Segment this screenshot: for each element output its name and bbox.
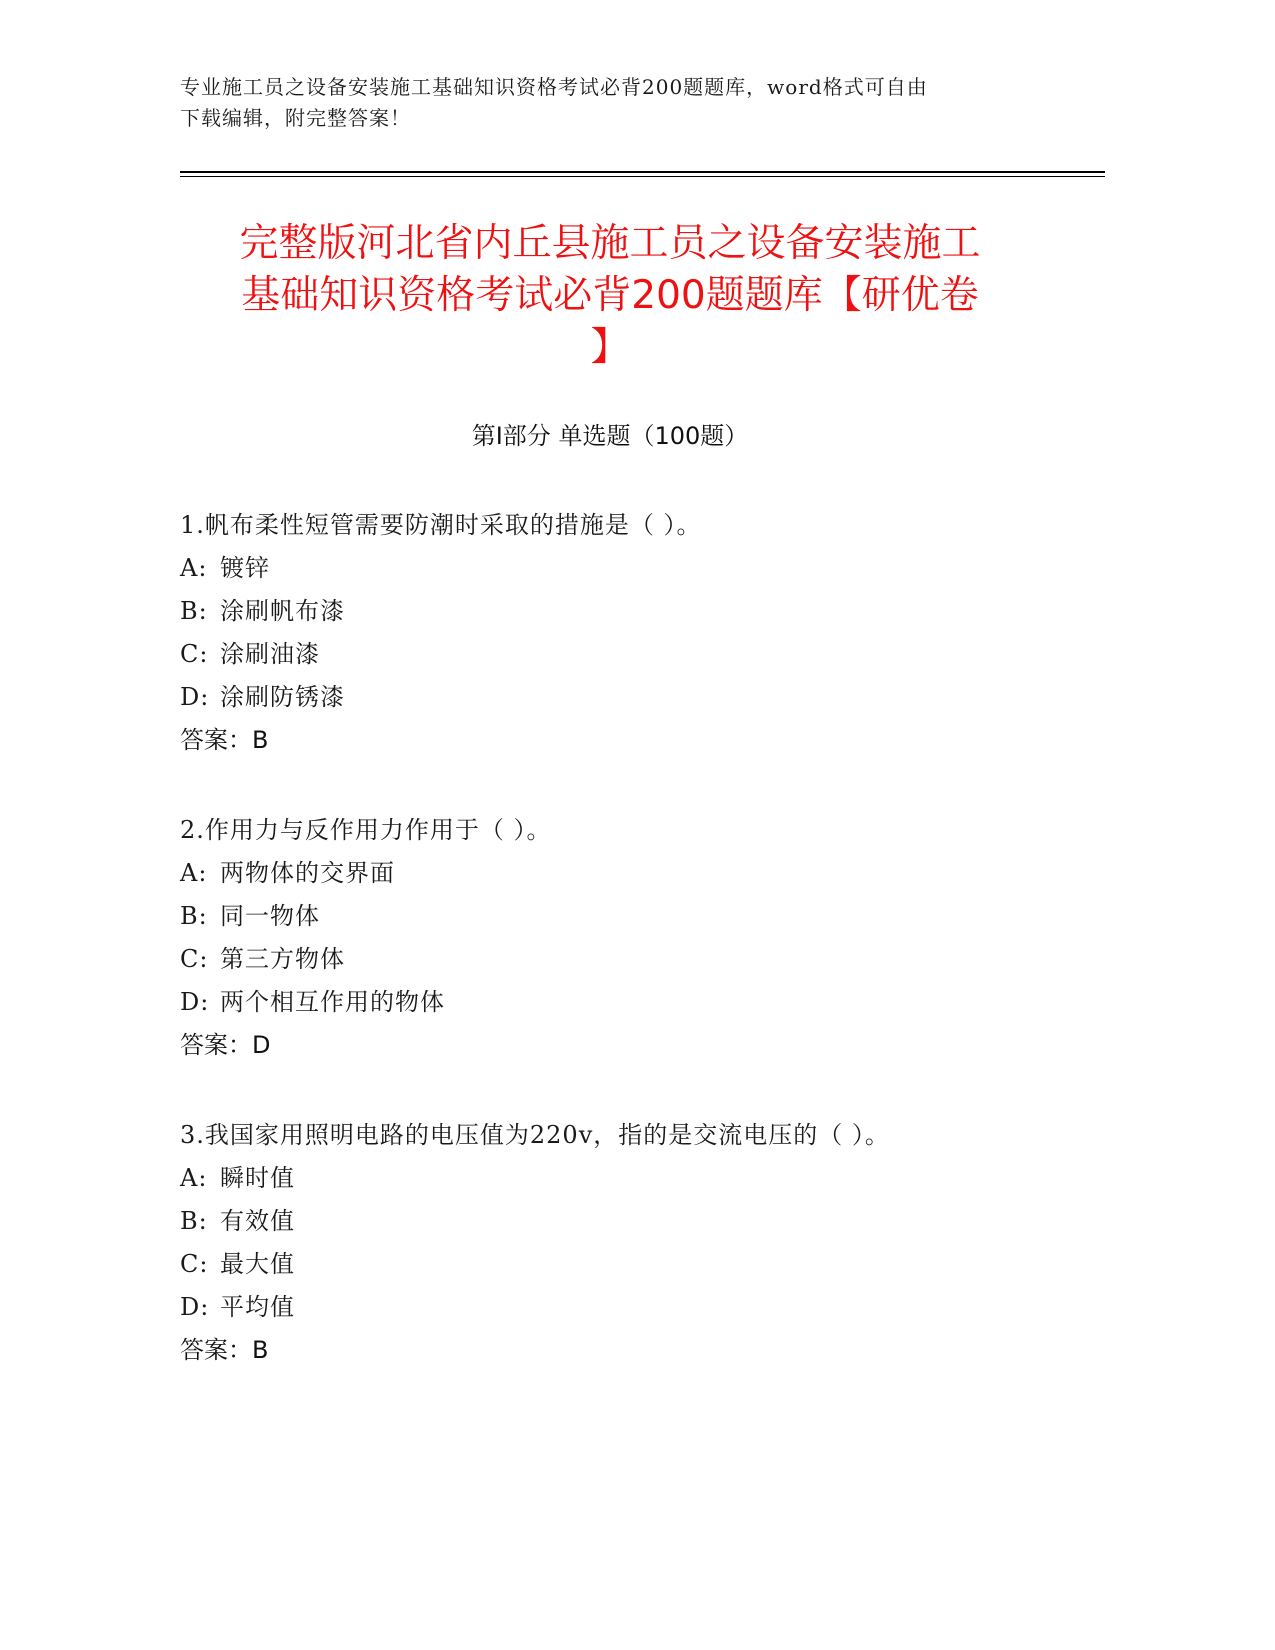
option-letter: A: xyxy=(180,554,208,582)
option-letter: B: xyxy=(180,902,208,930)
header-divider-thin xyxy=(180,176,1105,177)
answer-line: 答案：D xyxy=(180,1031,271,1059)
option-d xyxy=(180,1286,1080,1329)
option-letter: D: xyxy=(180,988,210,1016)
option-c xyxy=(180,938,1080,981)
option-text: 涂刷防锈漆 xyxy=(220,683,345,711)
question-item xyxy=(180,504,1080,809)
option-d xyxy=(180,676,1080,719)
option-letter: A: xyxy=(180,859,208,887)
option-letter: A: xyxy=(180,1164,208,1192)
question-stem: 2.作用力与反作用力作用于（ ）。 xyxy=(180,816,552,844)
option-b xyxy=(180,590,1080,633)
question-stem: 3.我国家用照明电路的电压值为220v，指的是交流电压的（ ）。 xyxy=(180,1121,890,1149)
option-c xyxy=(180,1243,1080,1286)
option-letter: B: xyxy=(180,597,208,625)
option-letter: D: xyxy=(180,683,210,711)
option-a xyxy=(180,852,1080,895)
document-title-line-2: 基础知识资格考试必背200题题库【研优卷 xyxy=(241,273,979,318)
answer-line: 答案：B xyxy=(180,726,269,754)
option-text: 最大值 xyxy=(220,1250,295,1278)
option-text: 有效值 xyxy=(220,1207,295,1235)
question-list xyxy=(180,504,1080,1419)
option-text: 两物体的交界面 xyxy=(220,859,395,887)
option-a xyxy=(180,1157,1080,1200)
option-letter: B: xyxy=(180,1207,208,1235)
option-b xyxy=(180,1200,1080,1243)
option-text: 同一物体 xyxy=(220,902,320,930)
option-b xyxy=(180,895,1080,938)
option-text: 平均值 xyxy=(220,1293,295,1321)
question-item xyxy=(180,1114,1080,1419)
option-letter: D: xyxy=(180,1293,210,1321)
option-d xyxy=(180,981,1080,1024)
option-letter: C: xyxy=(180,945,209,973)
option-text: 第三方物体 xyxy=(220,945,345,973)
option-text: 镀锌 xyxy=(220,554,270,582)
header-note-line-2: 下载编辑，附完整答案！ xyxy=(180,106,411,130)
option-text: 涂刷油漆 xyxy=(220,640,320,668)
section-title: 第Ⅰ部分 单选题（100题） xyxy=(471,422,749,450)
document-title-line-1: 完整版河北省内丘县施工员之设备安装施工 xyxy=(239,221,981,266)
question-stem: 1.帆布柔性短管需要防潮时采取的措施是（ ）。 xyxy=(180,511,702,539)
option-c xyxy=(180,633,1080,676)
option-text: 瞬时值 xyxy=(220,1164,295,1192)
option-letter: C: xyxy=(180,1250,209,1278)
header-note-line-1: 专业施工员之设备安装施工基础知识资格考试必背200题题库，word格式可自由 xyxy=(180,75,928,99)
header-divider-thick xyxy=(180,171,1105,173)
document-title xyxy=(180,218,1040,374)
option-a xyxy=(180,547,1080,590)
answer-line: 答案：B xyxy=(180,1336,269,1364)
document-title-line-3: 】 xyxy=(590,325,630,370)
option-text: 两个相互作用的物体 xyxy=(220,988,445,1016)
option-text: 涂刷帆布漆 xyxy=(220,597,345,625)
header-note xyxy=(180,72,1060,134)
option-letter: C: xyxy=(180,640,209,668)
question-item xyxy=(180,809,1080,1114)
